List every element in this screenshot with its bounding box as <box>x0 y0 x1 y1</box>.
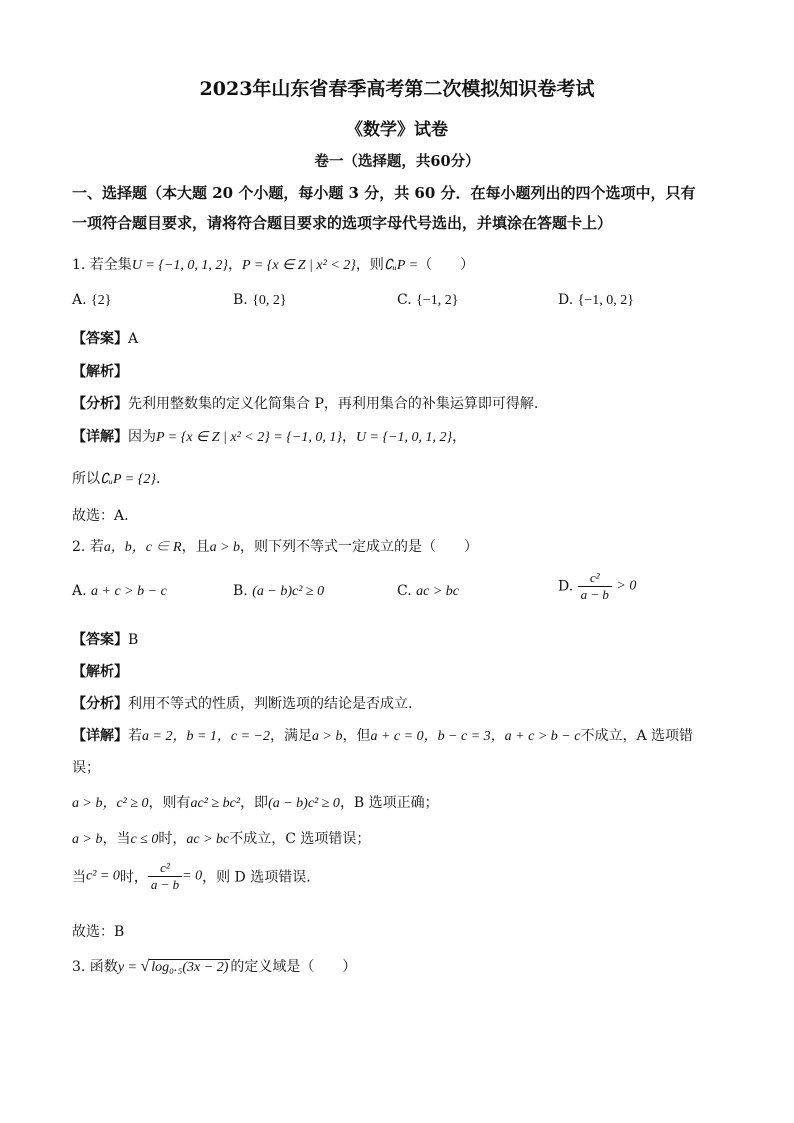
q2-detail-line-1-cont: 误； <box>72 760 100 776</box>
q2-detail-fraction: $\frac{\text{c²}}{a - b}$ <box>148 860 182 893</box>
question-1-stem <box>72 254 474 274</box>
q1-complement: ∁ᵤP = <box>383 258 419 273</box>
q2-option-c: C. ac > bc <box>397 583 459 599</box>
q1-answer <box>72 328 138 348</box>
q2-option-a: A. a + c > b − c <box>72 583 167 599</box>
q2-analysis-tag: 【解析】 <box>72 664 128 680</box>
q1-detail-line-1: 【详解】因为P = {x ∈ Z | x² < 2} = {−1, 0, 1}，U = {−1, 0, 1, 2}， <box>72 429 467 445</box>
q2-option-d-fraction: $\frac{\text{c²}}{a - b}$ <box>578 570 612 603</box>
q2-fenxi: 【分析】利用不等式的性质，判断选项的结论是否成立. <box>72 696 413 712</box>
page-title: 2023年山东省春季高考第二次模拟知识卷考试 <box>199 78 595 100</box>
q1-detail-line-2: 所以∁ᵤP = {2}. <box>72 471 161 487</box>
q2-detail-line-3: a > b，当c ≤ 0时，ac > bc不成立，C 选项错误； <box>72 831 371 847</box>
q1-paren: （ ） <box>418 257 475 273</box>
q1-set-u: U = {−1, 0, 1, 2} <box>131 258 229 273</box>
q1-option-a: A. {2} <box>72 292 112 308</box>
q2-conclusion: 故选：B <box>72 924 125 940</box>
instructions-line-1: 一、选择题（本大题 20 个小题，每小题 3 分，共 60 分．在每小题列出的四个选项中，只有 <box>72 184 696 202</box>
q2-answer: 【答案】B <box>72 632 139 648</box>
q2-detail-line-4: 当c² = 0时， $\frac{\text{c²}}{a - b}$ = 0，则 D 选项错误. <box>72 860 311 892</box>
q1-option-b: B. {0, 2} <box>233 292 287 308</box>
q2-detail-line-1: 【详解】若a = 2，b = 1，c = −2，满足a > b，但a + c = 0，b − c = 3，a + c > b − c不成立，A 选项错 <box>72 728 694 744</box>
q2-detail-line-2: a > b，c² ≥ 0，则有ac² ≥ bc²，即(a − b)c² ≥ 0，B 选项正确； <box>72 795 439 811</box>
q1-option-d: D. {−1, 0, 2} <box>558 292 634 308</box>
answer-value: A <box>128 331 139 347</box>
question-2-stem: 2. 若a，b，c ∈ R，且a > b，则下列不等式一定成立的是（ ） <box>72 539 479 555</box>
q1-conclusion: 故选：A. <box>72 508 129 524</box>
q1-set-p: P = {x ∈ Z | x² < 2} <box>242 258 356 273</box>
q1-sep: ， <box>228 257 243 273</box>
answer-tag: 【答案】 <box>72 331 128 347</box>
question-3-stem: 3. 函数y = √ log₀.₅(3x − 2) 的定义域是（ ） <box>72 958 357 975</box>
q1-option-c: C. {−1, 2} <box>397 292 459 308</box>
section-heading: 卷一（选择题，共60分） <box>314 153 480 170</box>
q2-option-b: B. (a − b)c² ≥ 0 <box>233 583 325 599</box>
instructions-line-2: 一项符合题目要求，请将符合题目要求的选项字母代号选出，并填涂在答题卡上） <box>72 214 613 232</box>
q2-option-d: D. $\frac{\text{c²}}{a - b}$ > 0 <box>558 570 637 602</box>
q1-prefix: 1. 若全集 <box>72 257 132 273</box>
q1-analysis-tag: 【解析】 <box>72 364 128 380</box>
exam-subtitle: 《数学》试卷 <box>346 120 448 140</box>
q1-then: ，则 <box>355 257 384 273</box>
q3-radicand: log₀.₅(3x − 2) <box>151 960 229 975</box>
q1-fenxi: 【分析】先利用整数集的定义化简集合 P，再利用集合的补集运算即可得解. <box>72 396 539 412</box>
